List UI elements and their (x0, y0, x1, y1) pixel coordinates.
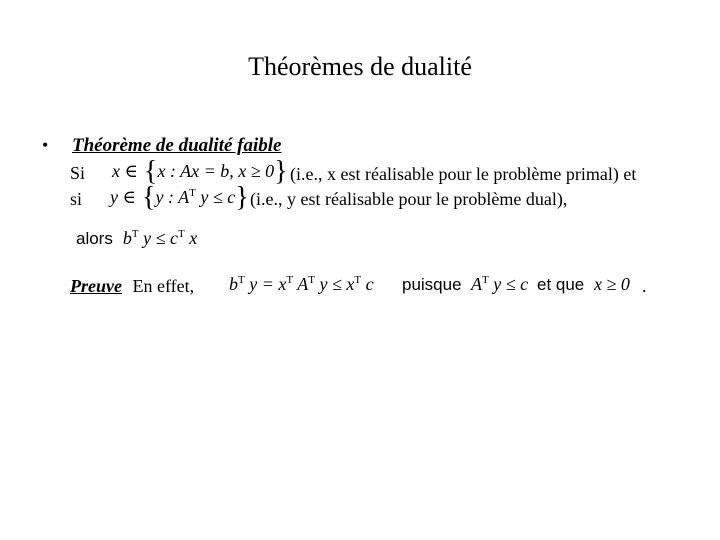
close-brace: } (274, 156, 288, 187)
preuve-expr3: A (293, 274, 309, 294)
preuve-cond1a: A (471, 274, 482, 294)
transpose-mark: T (189, 187, 196, 199)
line2-set-tail: y ≤ c (195, 187, 236, 207)
line1-set (144, 155, 288, 187)
puisque-word: puisque (402, 275, 462, 294)
transpose-mark: T (354, 274, 362, 286)
open-brace: { (144, 156, 158, 187)
preuve-line (70, 276, 194, 297)
line1-note: (i.e., x est réalisable pour le problème primal) et (290, 164, 637, 184)
line2-lead: si (70, 189, 83, 209)
preuve-label: Preuve (70, 276, 122, 296)
preuve-expr4: y ≤ x (315, 274, 355, 294)
page-title: Théorèmes de dualité (248, 52, 472, 81)
alors-b: b (122, 228, 132, 248)
close-brace: } (235, 182, 249, 213)
alors-word: alors (76, 229, 113, 248)
et-que-word: et que (537, 275, 585, 294)
line2-set (142, 181, 249, 213)
line2-set-prefix: y ∈ (110, 187, 136, 207)
transpose-mark: T (131, 228, 139, 240)
line1-lead: Si (70, 163, 86, 183)
preuve-expr2: y = x (244, 274, 287, 294)
alors-line (76, 228, 197, 249)
alors-mid: y ≤ c (138, 228, 178, 248)
open-brace: { (142, 182, 156, 213)
transpose-mark: T (238, 274, 245, 286)
preuve-intro: En effet, (132, 276, 195, 296)
preuve-end: . (642, 276, 647, 296)
transpose-mark: T (482, 274, 489, 286)
preuve-expr5: c (361, 274, 374, 294)
line2-set-body: y : A (155, 187, 190, 207)
preuve-expression (229, 274, 374, 295)
line1-set-prefix: x ∈ (112, 161, 138, 181)
preuve-expr1: b (229, 274, 238, 294)
theorem-title: Théorème de dualité faible (72, 135, 282, 156)
line1-set-body: x : Ax = b, x ≥ 0 (157, 161, 275, 181)
preuve-cond1 (471, 274, 528, 295)
transpose-mark: T (308, 274, 315, 286)
transpose-mark: T (177, 228, 185, 240)
preuve-cond1b: y ≤ c (488, 274, 529, 294)
alors-x: x (184, 228, 198, 248)
line2-note: (i.e., y est réalisable pour le problème dual), (250, 189, 568, 209)
transpose-mark: T (286, 274, 294, 286)
preuve-cond2: x ≥ 0 (594, 274, 630, 294)
bullet-icon: • (42, 135, 49, 155)
